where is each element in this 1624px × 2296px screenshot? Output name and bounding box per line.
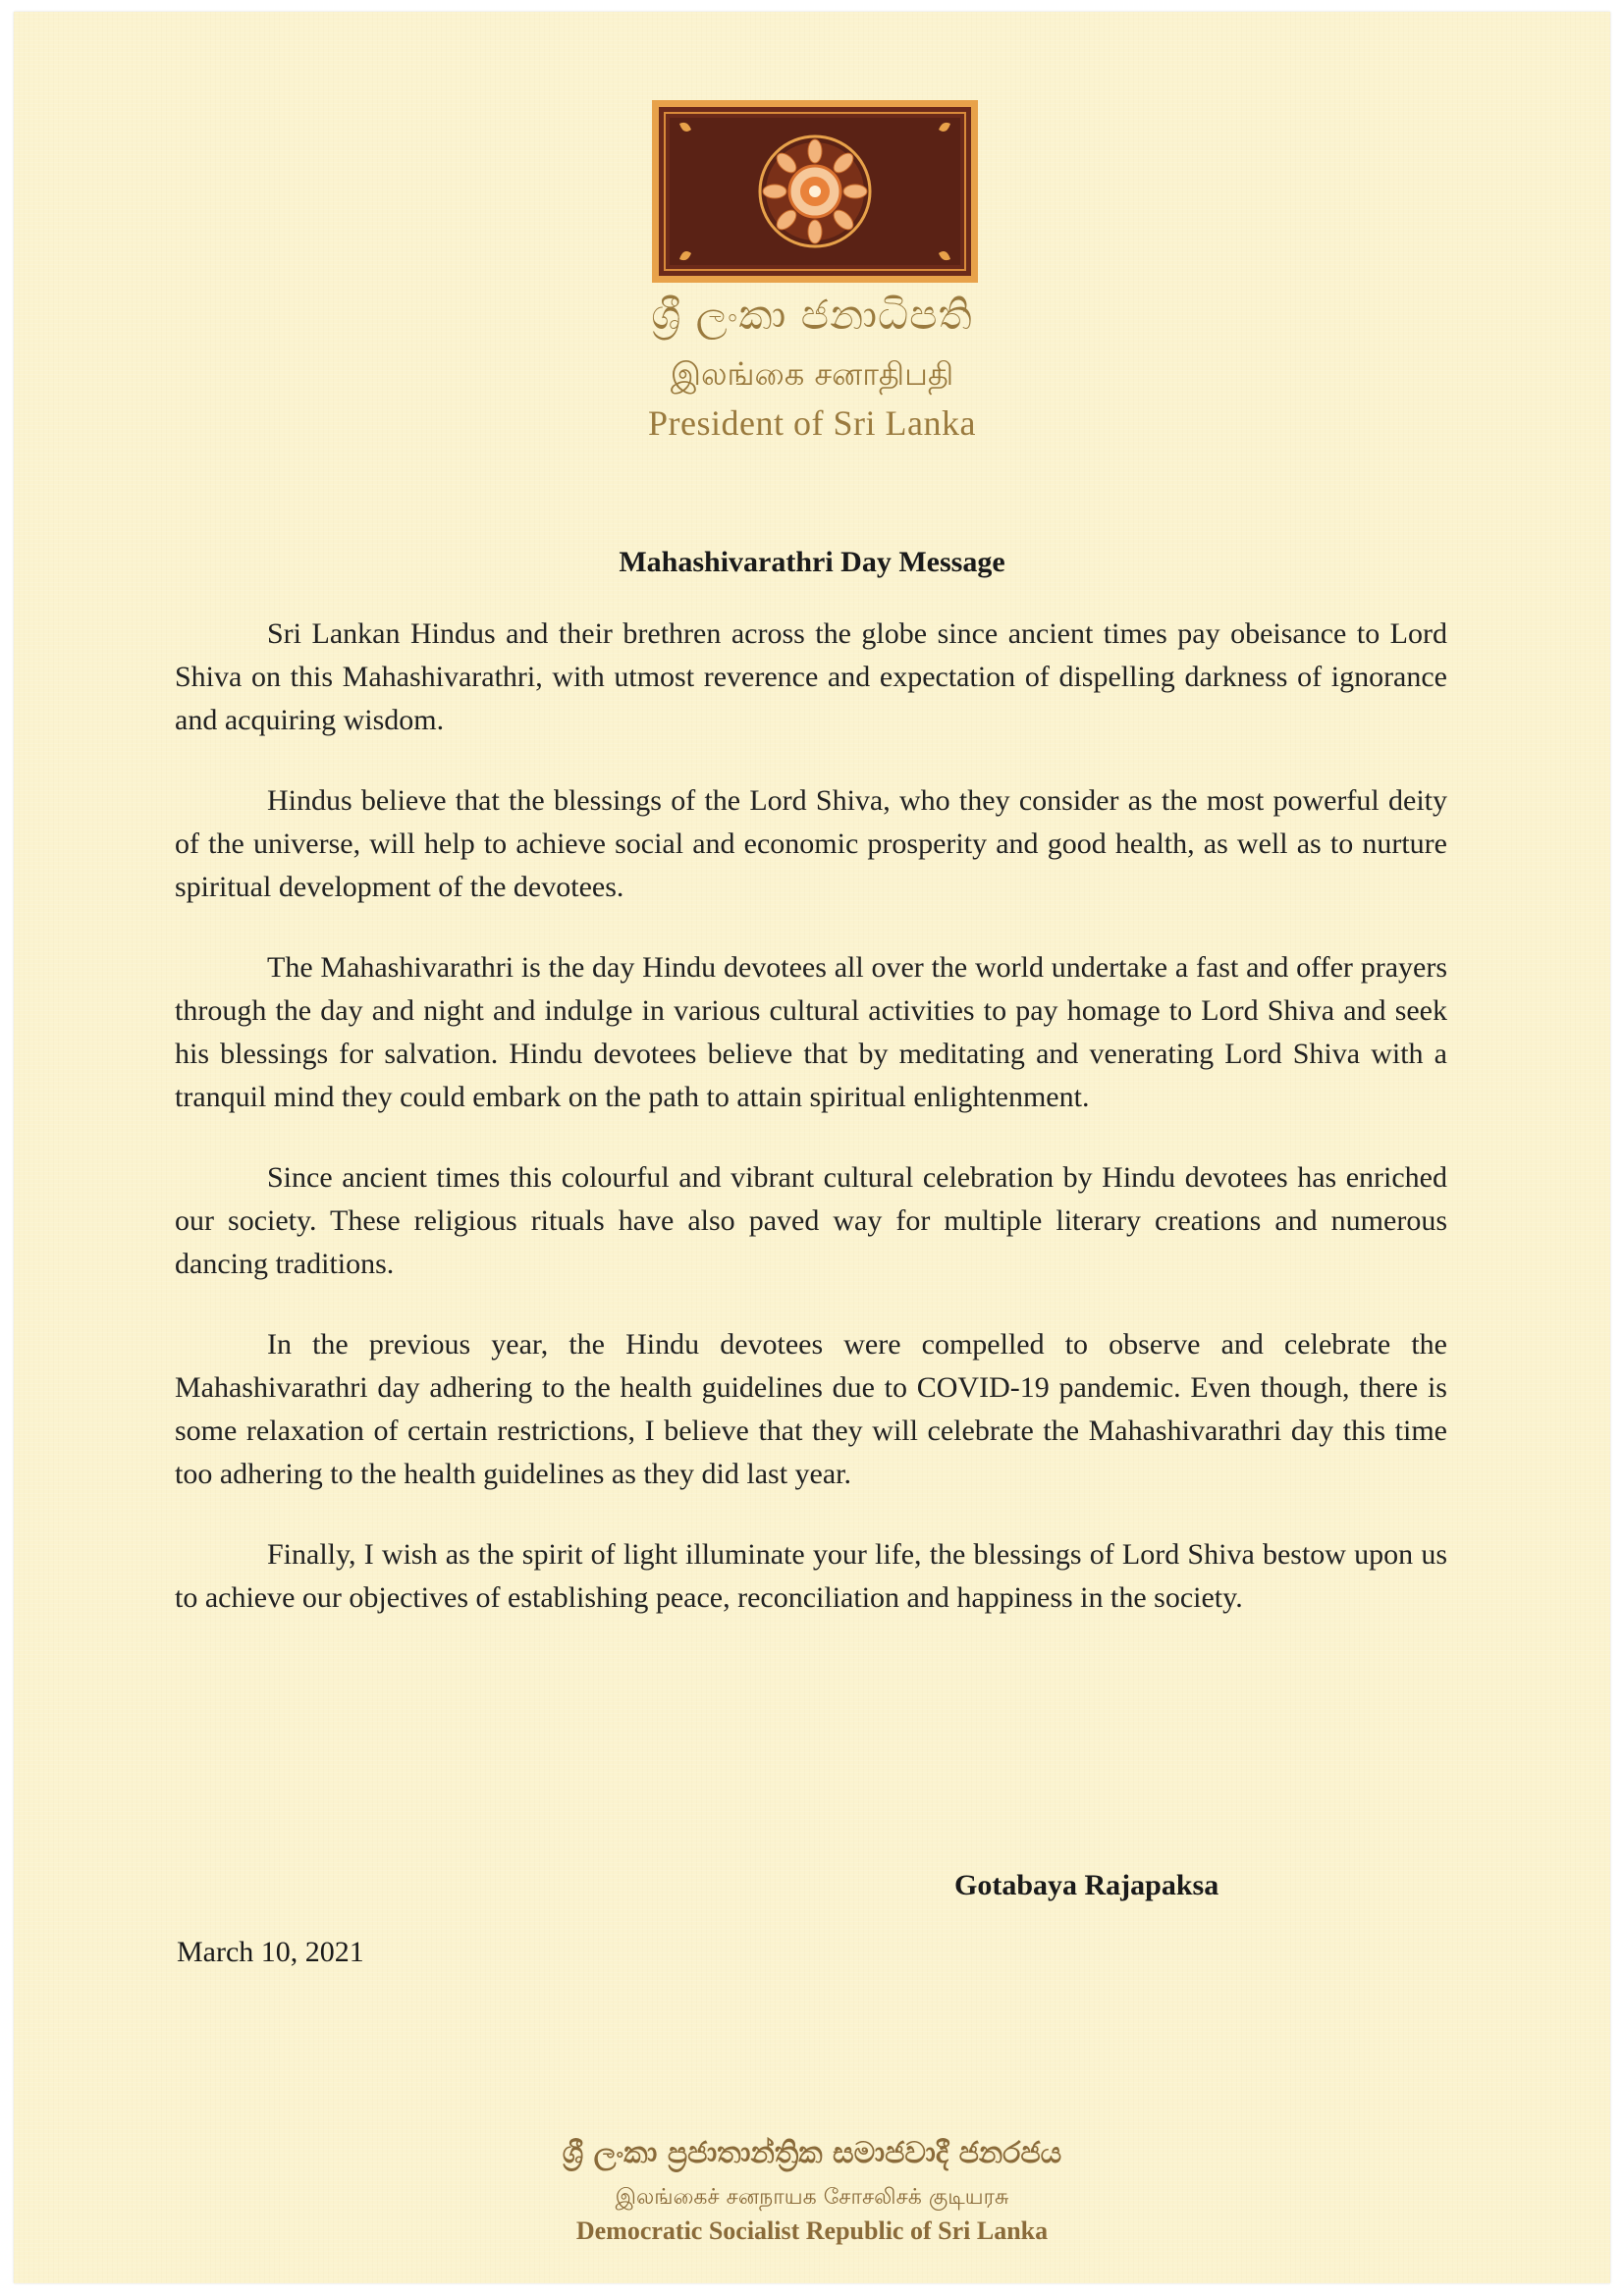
letterhead-english: President of Sri Lanka	[648, 403, 976, 443]
footer-sinhala: ශ්‍රී ලංකා ප්‍රජාතාන්ත්‍රික සමාජවාදී ජනරජය	[562, 2136, 1062, 2170]
letterhead-sinhala: ශ්‍රී ලංකා ජනාධිපති	[651, 291, 973, 339]
document-date: March 10, 2021	[177, 1936, 364, 1968]
paragraph: In the previous year, the Hindu devotees were compelled to observe and celebrate the Mahashivarathri day adhering to the health guidelines due to COVID-19 pandemic. Even though, there is some relaxation of certain restrictions, I believe that they will celebrate the Mahashivarathri day this time too adhering to the health guidelines as they did last year.	[175, 1328, 1447, 1490]
document-title: Mahashivarathri Day Message	[619, 546, 1005, 578]
signatory-name: Gotabaya Rajapaksa	[954, 1869, 1219, 1901]
presidential-flag-emblem-icon	[652, 100, 978, 283]
paragraph: The Mahashivarathri is the day Hindu devotees all over the world undertake a fast and offer prayers through the day and night and indulge in various cultural activities to pay homage to Lord Shiva and seek his blessings for salvation. Hindu devotees believe that by meditating and venerating Lord Shiva with a tranquil mind they could embark on the path to attain spiritual enlightenment.	[175, 951, 1447, 1113]
letterhead-tamil: இலங்கை சனாதிபதி	[670, 355, 954, 393]
footer-tamil: இலங்கைச் சனநாயக சோசலிசக் குடியரசு	[615, 2185, 1009, 2210]
paragraph: Hindus believe that the blessings of the Lord Shiva, who they consider as the most powerful deity of the universe, will help to achieve social and economic prosperity and good health, as well as to nurture spiritual development of the devotees.	[175, 784, 1447, 903]
paragraph: Since ancient times this colourful and vibrant cultural celebration by Hindu devotees has enriched our society. These religious rituals have also paved way for multiple literary creations and numerous dancing traditions.	[175, 1161, 1447, 1280]
message-body	[175, 613, 1447, 1657]
paragraph: Sri Lankan Hindus and their brethren across the globe since ancient times pay obeisance to Lord Shiva on this Mahashivarathri, with utmost reverence and expectation of dispelling darkness of ignorance and acquiring wisdom.	[175, 617, 1447, 736]
paragraph: Finally, I wish as the spirit of light illuminate your life, the blessings of Lord Shiva bestow upon us to achieve our objectives of establishing peace, reconciliation and happiness in the society.	[175, 1538, 1447, 1614]
footer-english: Democratic Socialist Republic of Sri Lanka	[575, 2216, 1049, 2245]
